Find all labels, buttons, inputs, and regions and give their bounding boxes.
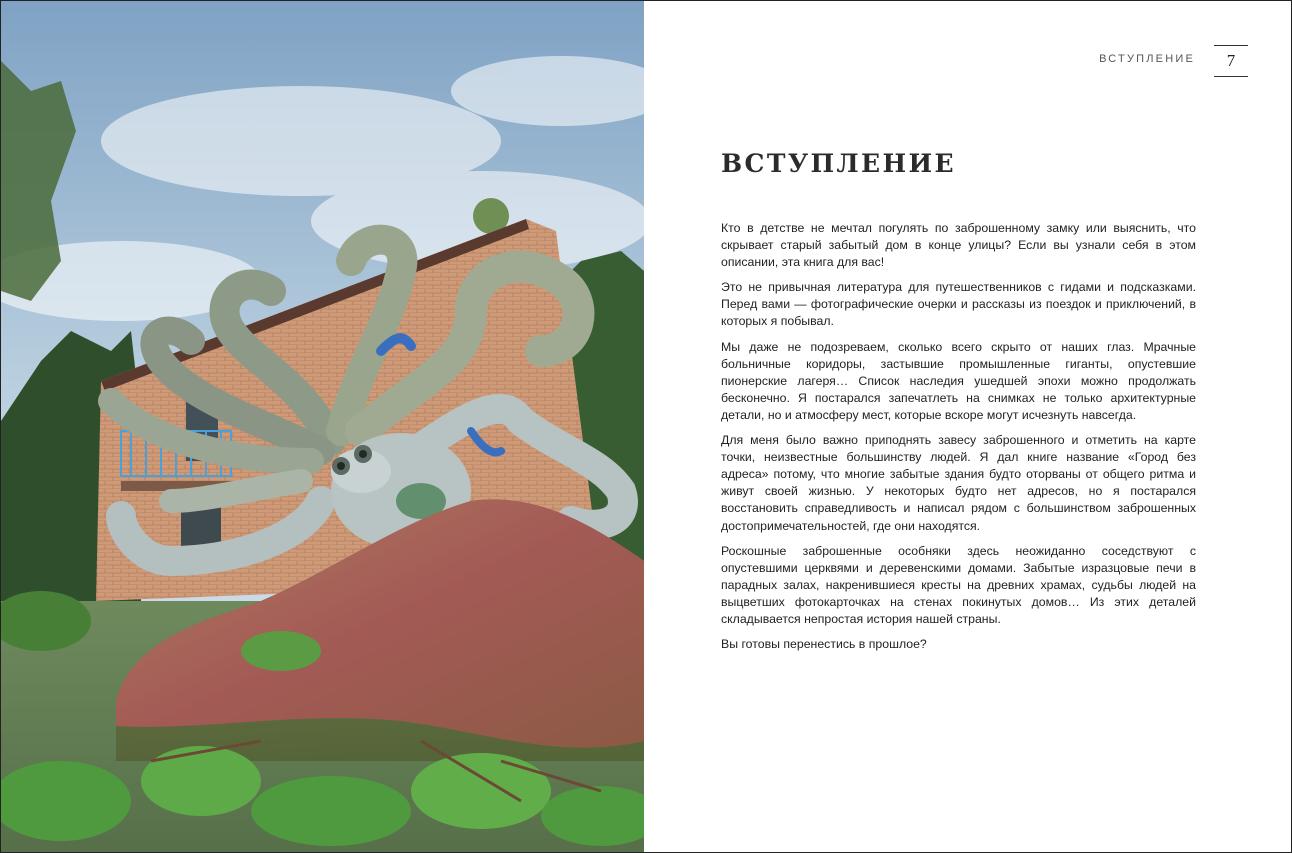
paragraph: Вы готовы перенестись в прошлое? bbox=[721, 637, 927, 652]
paragraph: Это не привычная литература для путешественников с гидами и подсказками. Перед вами — фотографические очерки и рассказы из поездок и приключений, в которых я побывал. bbox=[721, 280, 1196, 329]
paragraph: Мы даже не подозреваем, сколько всего скрыто от наших глаз. Мрачные больничные коридоры, застывшие промышленные гиганты, опустевшие пионерские лагеря… Список наследия ушедшей эпохи можно продолжать бесконечно. Я постарался запечатлеть на снимках не только архитектурные детали, но и атмосферу мест, которые вскоре могут исчезнуть навсегда. bbox=[721, 339, 1196, 422]
body-text bbox=[721, 220, 1196, 661]
paragraph: Роскошные заброшенные особняки здесь неожиданно соседствуют с опустевшими церквями и деревенскими домами. Забытые изразцовые печи в парадных залах, накренившиеся кресты на древних храмах, судьбы людей на выцветших фотокарточках на стенах покинутых домов… Из этих деталей складывается непростая история нашей страны. bbox=[721, 543, 1196, 626]
paragraph: Для меня было важно приподнять завесу заброшенного и отметить на карте точки, неизвестные большинству людей. Я дал книге название «Город без адреса» потому, что многие забытые здания будто оторваны от общего ритма и живут своей жизнью. У некоторых будто нет адресов, но я постарался восстановить справедливость и написал рядом с большинством заброшенных достопримечательностей, где они находятся. bbox=[721, 433, 1196, 533]
page-number: 7 bbox=[1214, 45, 1248, 77]
text-page bbox=[644, 1, 1291, 852]
running-head: ВСТУПЛЕНИЕ bbox=[1099, 53, 1195, 65]
paragraph: Кто в детстве не мечтал погулять по заброшенному замку или выяснить, что скрывает старый забытый дом в конце улицы? Если вы узнали себя в этом описании, эта книга для вас! bbox=[721, 221, 1196, 270]
chapter-title: ВСТУПЛЕНИЕ bbox=[721, 149, 956, 178]
octopus-house-photo bbox=[1, 1, 644, 852]
